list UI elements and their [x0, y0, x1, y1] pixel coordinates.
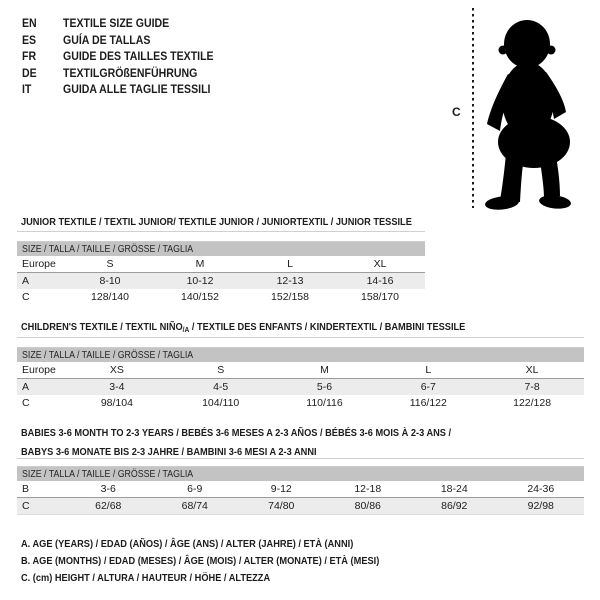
height-label: C: [452, 105, 461, 119]
cell: 98/104: [100, 397, 133, 409]
cell: 4-5: [169, 379, 273, 396]
babies-title-line1: BABIES 3-6 MONTH TO 2-3 YEARS / BEBÉS 3-6 MESES A 2-3 AÑOS / BÉBÉS 3-6 MOIS À 2-3 ANS /: [21, 427, 452, 439]
language-list: [22, 15, 234, 98]
language-title: TEXTILGRÖßENFÜHRUNG: [63, 65, 198, 80]
footnote-b: B. AGE (MONTHS) / EDAD (MESES) / ÂGE (MOIS) / ALTER (MONATE) / ETÀ (MESI): [21, 555, 380, 567]
cell: 7-8: [480, 379, 584, 396]
cell: XL: [480, 362, 584, 379]
cell: 8-10: [65, 273, 155, 290]
size-header-label: SIZE / TALLA / TAILLE / GRÖSSE / TAGLIA: [22, 468, 194, 480]
cell: S: [65, 256, 155, 273]
cell: XL: [335, 256, 425, 273]
cell: 3-4: [65, 379, 169, 396]
row-label: C: [17, 498, 65, 515]
cell: 74/80: [238, 498, 325, 515]
cell: L: [376, 362, 480, 379]
language-code: IT: [22, 82, 32, 96]
size-header-cell: [17, 242, 425, 257]
junior-size-table: [17, 241, 425, 305]
table-row-b: [17, 481, 584, 498]
language-title: GUÍA DE TALLAS: [63, 32, 151, 47]
toddler-silhouette-icon: [482, 14, 582, 214]
children-title-post: / TEXTILE DES ENFANTS / KINDERTEXTIL / BAMBINI TESSILE: [189, 321, 466, 333]
footnote-a: A. AGE (YEARS) / EDAD (AÑOS) / ÂGE (ANS) / ALTER (JAHRE) / ETÀ (ANNI): [21, 538, 354, 550]
table-row-a: [17, 379, 584, 396]
table-row-c: [17, 395, 584, 411]
cell: M: [155, 256, 245, 273]
language-title: GUIDA ALLE TAGLIE TESSILI: [63, 82, 211, 96]
cell: 122/128: [513, 397, 552, 409]
cell: 128/140: [91, 291, 129, 303]
cell: 10-12: [155, 273, 245, 290]
height-dashed-line-icon: [471, 8, 475, 208]
row-label: C: [22, 397, 30, 409]
table-row-c: [17, 498, 584, 515]
row-label: A: [17, 273, 65, 290]
row-label: B: [17, 481, 65, 498]
cell: 68/74: [152, 498, 239, 515]
footnote-c: C. (cm) HEIGHT / ALTURA / HAUTEUR / HÖHE / ALTEZZA: [21, 572, 271, 584]
cell: 5-6: [273, 379, 377, 396]
cell: 158/170: [361, 291, 399, 303]
cell: 104/110: [202, 397, 240, 409]
children-title-sub: /A: [182, 325, 190, 334]
size-header-cell: [17, 348, 584, 363]
cell: 12-18: [325, 481, 412, 498]
language-code: EN: [22, 16, 37, 30]
language-code: FR: [22, 49, 37, 63]
table-row-europe: [17, 256, 425, 273]
children-section-title: [21, 321, 465, 336]
size-header-cell: [17, 467, 584, 482]
cell: 62/68: [65, 498, 152, 515]
section-divider: [17, 458, 584, 459]
language-row: [22, 81, 234, 98]
row-label: Europe: [17, 362, 65, 379]
junior-section-title: JUNIOR TEXTILE / TEXTIL JUNIOR/ TEXTILE JUNIOR / JUNIORTEXTIL / JUNIOR TESSILE: [21, 216, 412, 228]
table-row-europe: [17, 362, 584, 379]
cell: 110/116: [306, 397, 343, 409]
cell: 3-6: [65, 481, 152, 498]
table-row-a: [17, 273, 425, 290]
row-label: C: [22, 291, 30, 303]
babies-section-title: [21, 424, 510, 462]
cell: 18-24: [411, 481, 498, 498]
table-row-c: [17, 289, 425, 305]
cell: 24-36: [498, 481, 585, 498]
cell: 152/158: [271, 291, 309, 303]
children-title-pre: CHILDREN'S TEXTILE / TEXTIL NIÑO: [21, 321, 183, 333]
language-row: [22, 65, 234, 82]
language-title: TEXTILE SIZE GUIDE: [63, 16, 170, 30]
children-size-table: [17, 347, 584, 411]
size-header-row: [17, 348, 584, 363]
size-header-label: SIZE / TALLA / TAILLE / GRÖSSE / TAGLIA: [22, 349, 194, 361]
language-code: ES: [22, 32, 37, 47]
size-header-row: [17, 467, 584, 482]
section-divider: [17, 231, 425, 232]
row-label: A: [17, 379, 65, 396]
size-header-label: SIZE / TALLA / TAILLE / GRÖSSE / TAGLIA: [22, 243, 194, 255]
language-row: [22, 32, 234, 49]
section-divider: [17, 337, 584, 338]
cell: 9-12: [238, 481, 325, 498]
babies-size-table: [17, 466, 584, 515]
cell: 140/152: [181, 291, 219, 303]
cell: L: [245, 256, 335, 273]
babies-title-line2: BABYS 3-6 MONATE BIS 2-3 JAHRE / BAMBINI 3-6 MESI A 2-3 ANNI: [21, 446, 317, 458]
cell: 12-13: [245, 273, 335, 290]
cell: 92/98: [498, 498, 585, 515]
language-code: DE: [22, 65, 37, 80]
language-title: GUIDE DES TAILLES TEXTILE: [63, 49, 214, 63]
cell: M: [273, 362, 377, 379]
cell: 86/92: [411, 498, 498, 515]
cell: 80/86: [325, 498, 412, 515]
cell: XS: [65, 362, 169, 379]
cell: 6-9: [152, 481, 239, 498]
cell: 14-16: [335, 273, 425, 290]
cell: S: [169, 362, 273, 379]
cell: 6-7: [376, 379, 480, 396]
cell: 116/122: [409, 397, 447, 409]
language-row: [22, 15, 234, 32]
language-row: [22, 48, 234, 65]
row-label: Europe: [17, 256, 65, 273]
footnotes: [21, 536, 428, 587]
size-header-row: [17, 242, 425, 257]
